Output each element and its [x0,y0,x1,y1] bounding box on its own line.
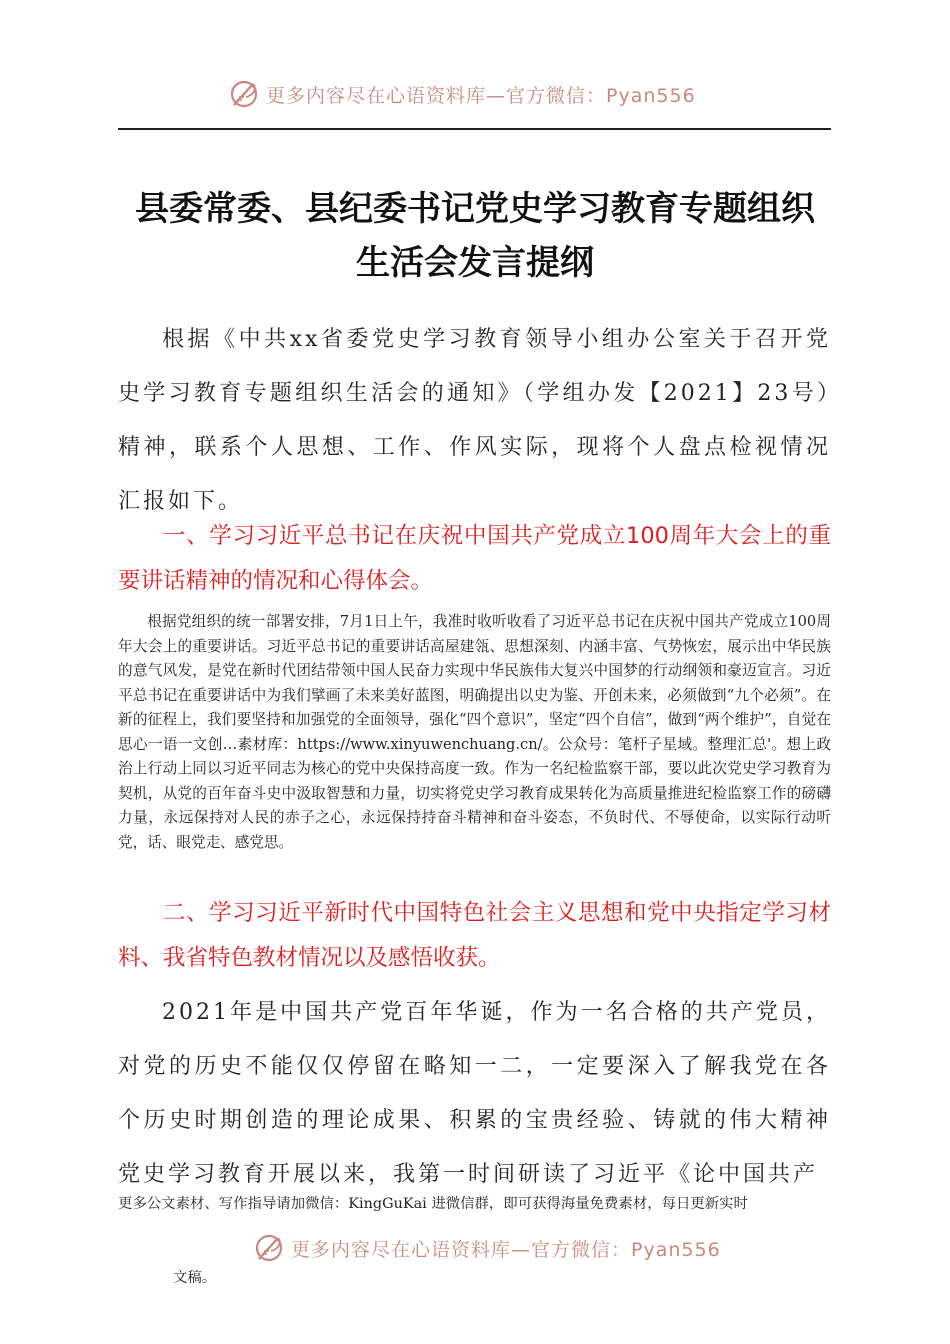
title-line-2: 生活会发言提纲 [356,243,594,283]
section-2-heading: 二、学习习近平新时代中国特色社会主义思想和党中央指定学习材料、我省特色教材情况以及感悟收获。 [118,900,831,971]
header-divider [118,128,831,130]
footer-banner-text: 更多内容尽在心语资料库—官方微信：Pyan556 [291,1238,721,1261]
section-1-body: 根据党组织的统一部署安排，7月1日上午，我准时收听收看了习近平总书记在庆祝中国共产党成立100周年大会上的重要讲话。习近平总书记的重要讲话高屋建瓴、思想深刻、内涵丰富、气势恢宏，展示出中华民族的意气风发，是党在新时代团结带领中国人民奋力实现中华民族伟大复兴中国梦的行动纲领和豪迈宣言。习近平总书记在重要讲话中为我们擘画了未来美好蓝图，明确提出以史为鉴、开创未来，必须做到“九个必须”。在新的征程上，我们要坚持和加强党的全面领导，强化“四个意识”，坚定“四个自信”，做到“两个维护”，自觉在思心一语一文创…素材库：https://www.xinyuwenchuang.cn/。公众号：笔杆子星域。整理汇总'。想上政治上行动上同以习近平同志为核心的党中央保持高度一致。作为一名纪检监察干部，要以此次党史学习教育为契机，从党的百年奋斗史中汲取智慧和力量，切实将党史学习教育成果转化为高质量推进纪检监察工作的磅礴力量，永远保持对人民的赤子之心，永远保持持奋斗精神和奋斗姿态，不负时代、不辱使命，以实际行动听党，话、眼党走、感党思。 [118,613,831,851]
section-1-heading: 一、学习习近平总书记在庆祝中国共产党成立100周年大会上的重要讲话精神的情况和心得体会。 [118,523,831,594]
document-title [110,182,840,290]
footer-note: 更多公文素材、写作指导请加微信：KingGuKai 进微信群，即可获得海量免费素材，每日更新实时 [118,1196,748,1212]
title-line-1: 县委常委、县纪委书记党史学习教育专题组织 [135,189,815,229]
quill-logo-icon [253,1232,285,1264]
header-banner [228,78,696,110]
quill-logo-icon [228,78,260,110]
section-2-body: 2021年是中国共产党百年华诞，作为一名合格的共产党员，对党的历史不能仅仅停留在略知一二，一定要深入了解我党在各个历史时期创造的理论成果、积累的宝贵经验、铸就的伟大精神党史学习教育开展以来，我第一时间研读了习近平《论中国共产 [118,1000,831,1186]
footer-tail: 文稿。 [173,1270,217,1286]
intro-paragraph: 根据《中共xx省委党史学习教育领导小组办公室关于召开党史学习教育专题组织生活会的通知》（学组办发【2021】23号）精神，联系个人思想、工作、作风实际，现将个人盘点检视情况汇报如下。 [118,327,831,514]
footer-banner [253,1232,721,1264]
header-banner-text: 更多内容尽在心语资料库—官方微信：Pyan556 [266,84,696,107]
